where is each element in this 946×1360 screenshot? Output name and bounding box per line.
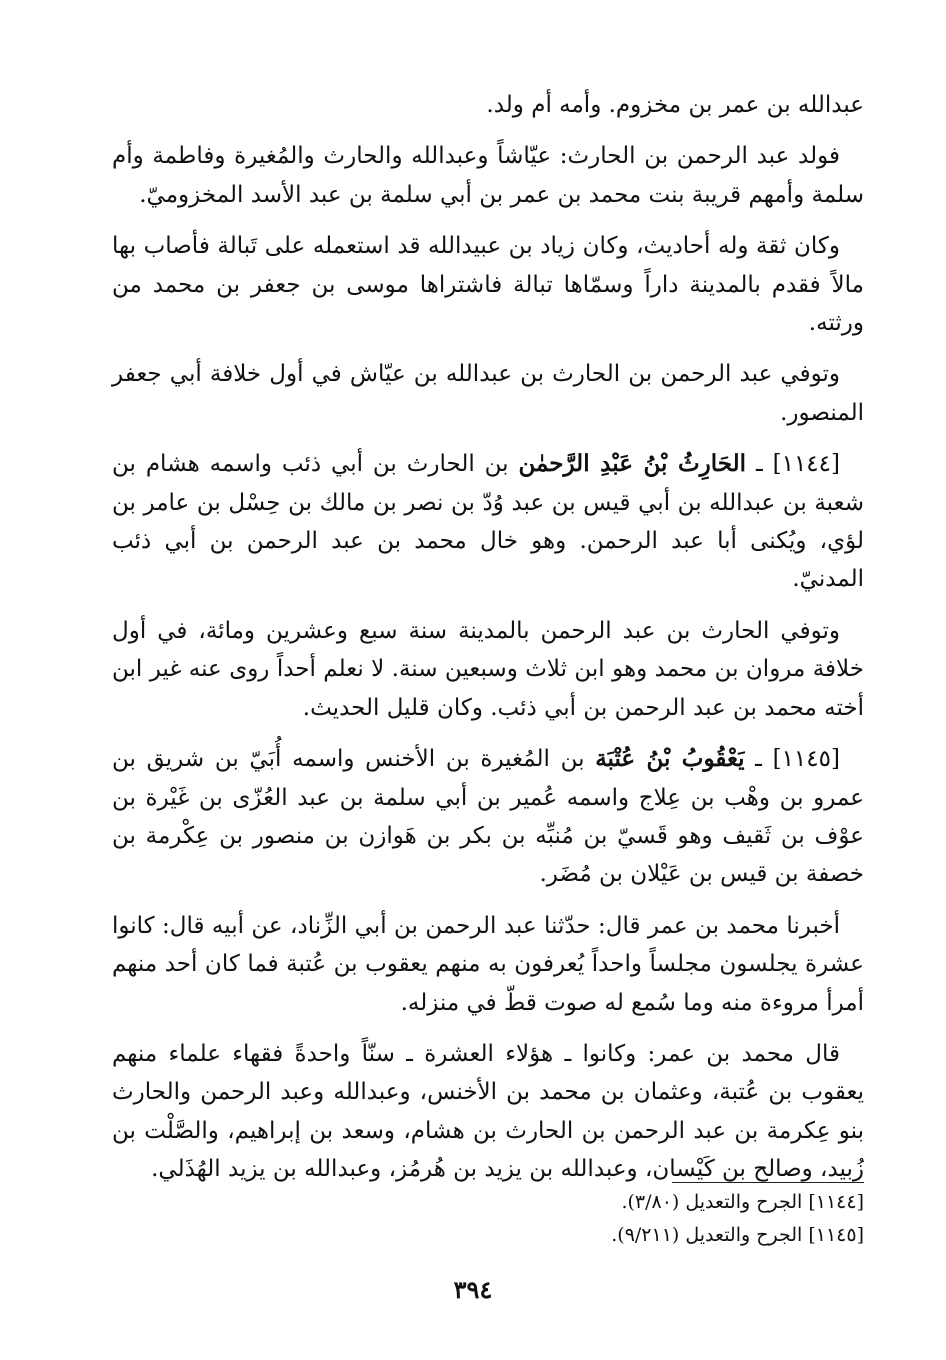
paragraph: قال محمد بن عمر: وكانوا ـ هؤلاء العشرة ـ سنّاً واحدةً فقهاء علماء منهم يعقوب بن عُتبة، وعثمان بن محمد بن الأخنس، وعبدالله وعبد الرحمن والحارث بنو عِكرمة بن عبد الرحمن بن الحارث بن هشام، وسعد بن إبراهيم، والصَّلْت بن زُبيد، وصالح بن كَيْسان، وعبدالله بن يزيد بن هُرمُز، وعبدالله بن يزيد الهُذَلي. (112, 1040, 864, 1183)
paragraph: عبدالله بن عمر بن مخزوم. وأمه أم ولد. (486, 92, 864, 118)
body-text (112, 86, 864, 1202)
biography-entry-1144: [١١٤٤] ـ الحَارِثُ بْنُ عَبْدِ الرَّحمٰن بن الحارث بن أبي ذئب واسمه هشام بن شعبة بن عبدالله بن أبي قيس بن عبد وُدّ بن نصر بن مالك بن حِسْل بن عامر بن لؤي، ويُكنى أبا عبد الرحمن. وهو خال محمد بن عبد الرحمن بن أبي ذئب المدنيّ. (112, 450, 864, 593)
paragraph: أخبرنا محمد بن عمر قال: حدّثنا عبد الرحمن بن أبي الزِّناد، عن أبيه قال: كانوا عشرة يجلسون مجلساً واحداً يُعرفون به منهم يعقوب بن عُتبة فما كان أحد منهم أمرأ مروءة منه وما سُمع له صوت قطّ في منزله. (112, 912, 864, 1016)
footnotes (112, 1186, 864, 1252)
paragraph: وتوفي عبد الرحمن بن الحارث بن عبدالله بن عيّاش في أول خلافة أبي جعفر المنصور. (112, 361, 864, 426)
entry-name: يَعْقُوبُ بْنُ عُتْبَة (595, 745, 745, 773)
biography-entry-1145: [١١٤٥] ـ يَعْقُوبُ بْنُ عُتْبَة بن المُغيرة بن الأخنس واسمه أُبَيّ بن شريق بن عمرو بن وهْب بن عِلاج واسمه عُمير بن أبي سلمة بن عبد العُزّى بن غَيْرة بن عوْف بن ثَقيف وهو قَسيّ بن مُنبِّه بن بكر بن هَوازن بن منصور بن عِكْرمة بن خصفة بن قيس بن عَيْلان بن مُضَر. (112, 745, 864, 888)
footnote-divider (672, 1182, 864, 1183)
footnote: [١١٤٥] الجرح والتعديل (٩/٢١١). (611, 1224, 864, 1246)
entry-text: بن الحارث بن أبي ذئب واسمه هشام بن شعبة بن عبدالله بن أبي قيس بن عبد وُدّ بن نصر بن مالك بن حِسْل بن عامر بن لؤي، ويُكنى أبا عبد الرحمن. وهو خال محمد بن عبد الرحمن بن أبي ذئب المدنيّ. (112, 451, 864, 593)
entry-number: [١١٤٤] (772, 451, 840, 478)
paragraph: وتوفي الحارث بن عبد الرحمن بالمدينة سنة سبع وعشرين ومائة، في أول خلافة مروان بن محمد وهو ابن ثلاث وسبعين سنة. لا نعلم أحداً روى عنه غير ابن أخته محمد بن عبد الرحمن بن أبي ذئب. وكان قليل الحديث. (112, 617, 864, 721)
paragraph: وكان ثقة وله أحاديث، وكان زياد بن عبيدالله قد استعمله على تَبالة فأصاب بها مالاً فقدم بالمدينة داراً وسمّاها تبالة فاشتراها موسى بن جعفر بن محمد من ورثته. (112, 233, 864, 337)
footnote: [١١٤٤] الجرح والتعديل (٣/٨٠). (621, 1191, 864, 1213)
entry-name: الحَارِثُ بْنُ عَبْدِ الرَّحمٰن (518, 450, 747, 478)
entry-text: بن المُغيرة بن الأخنس واسمه أُبَيّ بن شريق بن عمرو بن وهْب بن عِلاج واسمه عُمير بن أبي سلمة بن عبد العُزّى بن غَيْرة بن عوْف بن ثَقيف وهو قَسيّ بن مُنبِّه بن بكر بن هَوازن بن منصور بن عِكْرمة بن خصفة بن قيس بن عَيْلان بن مُضَر. (112, 746, 864, 888)
entry-number: [١١٤٥] (772, 746, 840, 773)
paragraph: فولد عبد الرحمن بن الحارث: عيّاشاً وعبدالله والحارث والمُغيرة وفاطمة وأم سلمة وأمهم قريبة بنت محمد بن عمر بن أبي سلمة بن عبد الأسد المخزوميّ. (112, 143, 864, 208)
page-number: ٣٩٤ (453, 1275, 493, 1304)
